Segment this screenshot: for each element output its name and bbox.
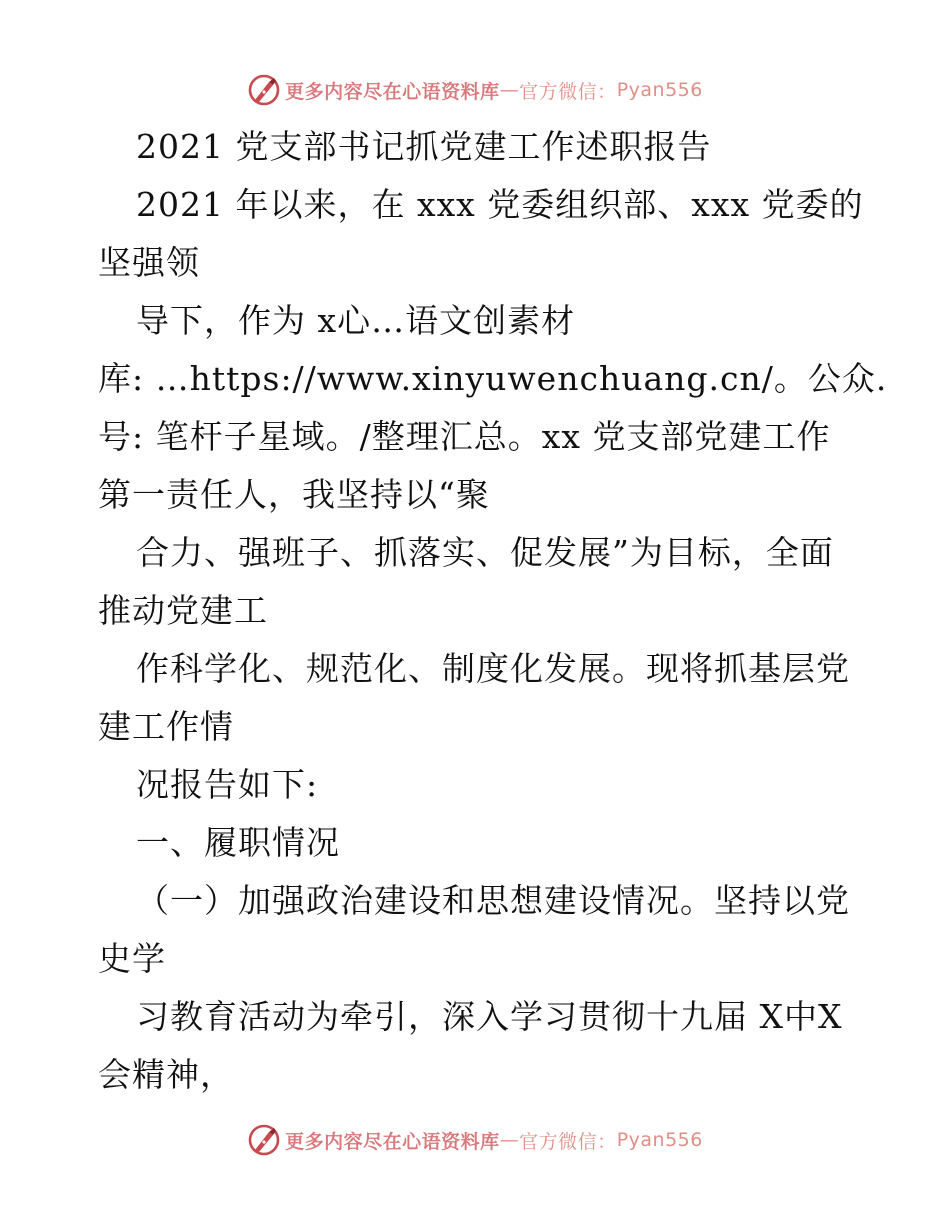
document-line: 史学 (98, 939, 166, 978)
document-line: 习教育活动为牵引，深入学习贯彻十九届 X中X (136, 997, 843, 1036)
document-line: （一）加强政治建设和思想建设情况。坚持以党 (136, 881, 850, 920)
watermark-separator: — (499, 1129, 520, 1151)
document-line: 会精神， (98, 1055, 234, 1094)
document-line: 作科学化、规范化、制度化发展。现将抓基层党 (136, 649, 850, 688)
watermark-wechat-id: Pyan556 (616, 1129, 703, 1151)
document-line: 第一责任人，我坚持以“聚 (98, 475, 490, 514)
pen-nib-logo-icon (247, 73, 281, 107)
watermark-official-label: 官方微信： (519, 80, 617, 103)
document-body (98, 118, 888, 1104)
document-line: 坚强领 (98, 243, 200, 282)
document-line: 合力、强班子、抓落实、促发展”为目标，全面 (136, 533, 834, 572)
watermark-separator: — (499, 79, 520, 101)
document-line: 况报告如下: (136, 765, 319, 804)
watermark-official-label: 官方微信： (519, 1130, 617, 1153)
watermark-brand: 更多内容尽在心语资料库 (285, 1130, 500, 1153)
document-line: 号: 笔杆子星域。/整理汇总。xx 党支部党建工作 (98, 417, 831, 456)
pen-nib-logo-icon (247, 1123, 281, 1157)
document-line: 建工作情 (98, 707, 234, 746)
watermark-wechat-id: Pyan556 (616, 79, 703, 101)
document-line: 推动党建工 (98, 591, 268, 630)
watermark-brand: 更多内容尽在心语资料库 (285, 80, 500, 103)
document-line: 导下，作为 x心…语文创素材 (136, 301, 576, 340)
document-line: 库: …https://www.xinyuwenchuang.cn/。公众. (98, 359, 888, 398)
document-line: 2021 党支部书记抓党建工作述职报告 (136, 127, 712, 166)
watermark-footer (0, 1120, 950, 1160)
watermark-header (0, 70, 950, 110)
document-line: 一、履职情况 (136, 823, 340, 862)
document-line: 2021 年以来，在 xxx 党委组织部、xxx 党委的 (136, 185, 864, 224)
